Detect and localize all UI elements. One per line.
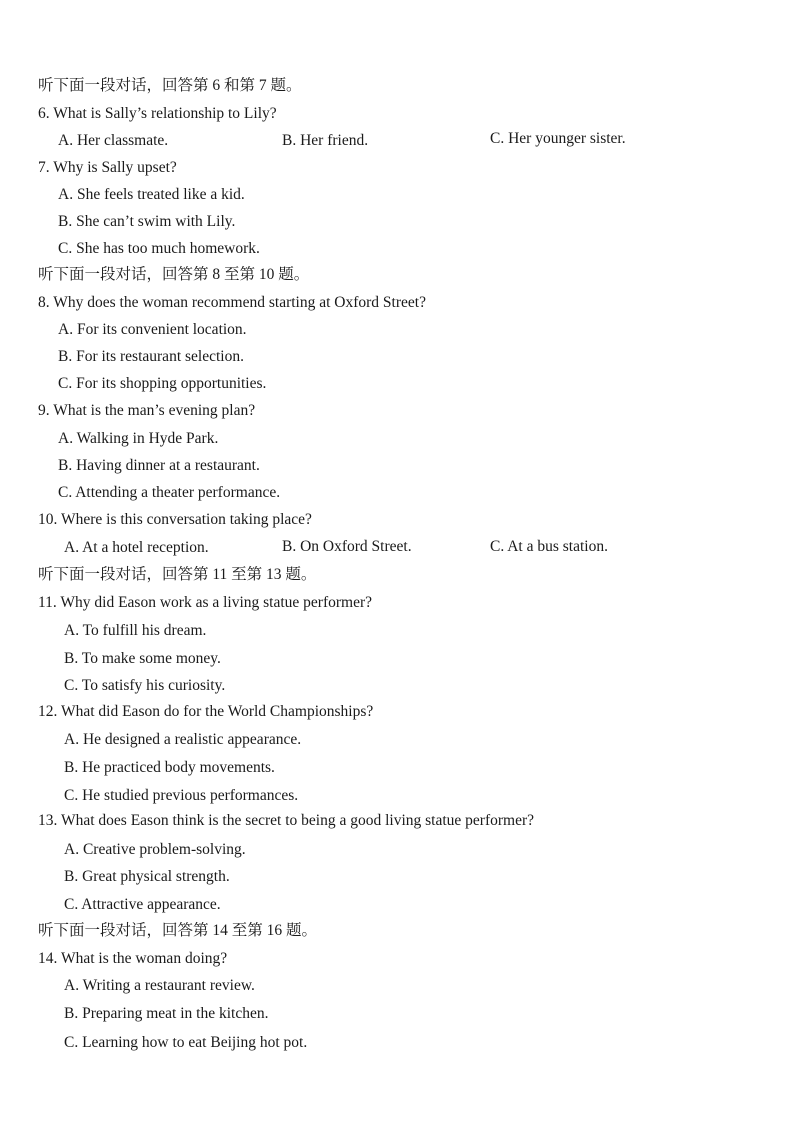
- option-c: C. Attending a theater performance.: [58, 484, 281, 501]
- question-stem: 13. What does Eason think is the secret to being a good living statue performer?: [38, 812, 535, 829]
- option-a: A. To fulfill his dream.: [64, 622, 207, 639]
- section-instruction: 听下面一段对话，回答第 14 至第 16 题。: [38, 922, 318, 939]
- option-b: B. On Oxford Street.: [282, 538, 412, 555]
- option-b: B. For its restaurant selection.: [58, 348, 244, 365]
- option-b: B. Great physical strength.: [64, 868, 230, 885]
- option-a: A. For its convenient location.: [58, 321, 247, 338]
- option-c: C. Attractive appearance.: [64, 896, 221, 913]
- option-a: A. She feels treated like a kid.: [58, 186, 245, 203]
- section-instruction: 听下面一段对话，回答第 11 至第 13 题。: [38, 566, 317, 583]
- question-stem: 14. What is the woman doing?: [38, 950, 228, 967]
- option-a: A. Walking in Hyde Park.: [58, 430, 219, 447]
- section-instruction: 听下面一段对话，回答第 6 和第 7 题。: [38, 77, 302, 94]
- question-stem: 6. What is Sally’s relationship to Lily?: [38, 105, 277, 122]
- question-stem: 8. Why does the woman recommend starting at Oxford Street?: [38, 294, 426, 311]
- option-b: B. Having dinner at a restaurant.: [58, 457, 260, 474]
- option-a: A. Creative problem-solving.: [64, 841, 246, 858]
- option-c: C. Her younger sister.: [490, 130, 626, 147]
- option-b: B. Preparing meat in the kitchen.: [64, 1005, 269, 1022]
- option-c: C. She has too much homework.: [58, 240, 260, 257]
- question-stem: 12. What did Eason do for the World Championships?: [38, 703, 374, 720]
- section-instruction: 听下面一段对话，回答第 8 至第 10 题。: [38, 266, 310, 283]
- option-a: A. He designed a realistic appearance.: [64, 731, 302, 748]
- option-a: A. At a hotel reception.: [64, 539, 209, 556]
- option-b: B. He practiced body movements.: [64, 759, 275, 776]
- option-c: C. At a bus station.: [490, 538, 608, 555]
- question-stem: 9. What is the man’s evening plan?: [38, 402, 256, 419]
- option-c: C. Learning how to eat Beijing hot pot.: [64, 1034, 308, 1051]
- option-c: C. For its shopping opportunities.: [58, 375, 267, 392]
- option-c: C. He studied previous performances.: [64, 787, 299, 804]
- option-b: B. Her friend.: [282, 132, 369, 149]
- question-stem: 10. Where is this conversation taking place?: [38, 511, 312, 528]
- option-c: C. To satisfy his curiosity.: [64, 677, 226, 694]
- option-a: A. Writing a restaurant review.: [64, 977, 255, 994]
- option-b: B. She can’t swim with Lily.: [58, 213, 236, 230]
- option-a: A. Her classmate.: [58, 132, 169, 149]
- option-b: B. To make some money.: [64, 650, 221, 667]
- question-stem: 7. Why is Sally upset?: [38, 159, 177, 176]
- question-stem: 11. Why did Eason work as a living statue performer?: [38, 594, 373, 611]
